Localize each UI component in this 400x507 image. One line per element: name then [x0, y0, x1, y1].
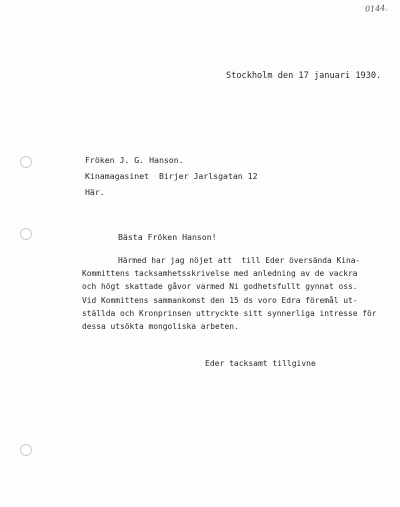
address-line: Kinamagasinet Birjer Jarlsgatan 12 [85, 171, 258, 181]
body-line: dessa utsökta mongoliska arbeten. [82, 322, 239, 332]
recipient-address [85, 152, 258, 200]
address-line: Här. [85, 187, 105, 197]
letter-body [82, 254, 377, 333]
date-line: Stockholm den 17 januari 1930. [226, 71, 382, 81]
punch-hole-middle [20, 228, 32, 240]
body-line: Kommittens tacksamhetsskrivelse med anledning av de vackra [82, 269, 358, 279]
body-line: Vid Kommittens sammankomst den 15 ds voro Edra föremål ut- [82, 295, 358, 305]
body-line: och högt skattade gåvor varmed Ni godhetsfullt gynnat oss. [82, 282, 358, 292]
punch-hole-bottom [20, 444, 32, 456]
archive-reference-number: 0144. [364, 3, 389, 14]
body-line: ställda och Kronprinsen uttryckte sitt synnerliga intresse för [82, 308, 377, 318]
punch-hole-top [20, 156, 32, 168]
closing-line: Eder tacksamt tillgivne [205, 359, 316, 368]
body-line: Härmed har jag nöjet att till Eder översända Kina- [118, 256, 361, 265]
salutation: Bästa Fröken Hanson! [118, 232, 217, 242]
address-line: Fröken J. G. Hanson. [85, 155, 184, 165]
